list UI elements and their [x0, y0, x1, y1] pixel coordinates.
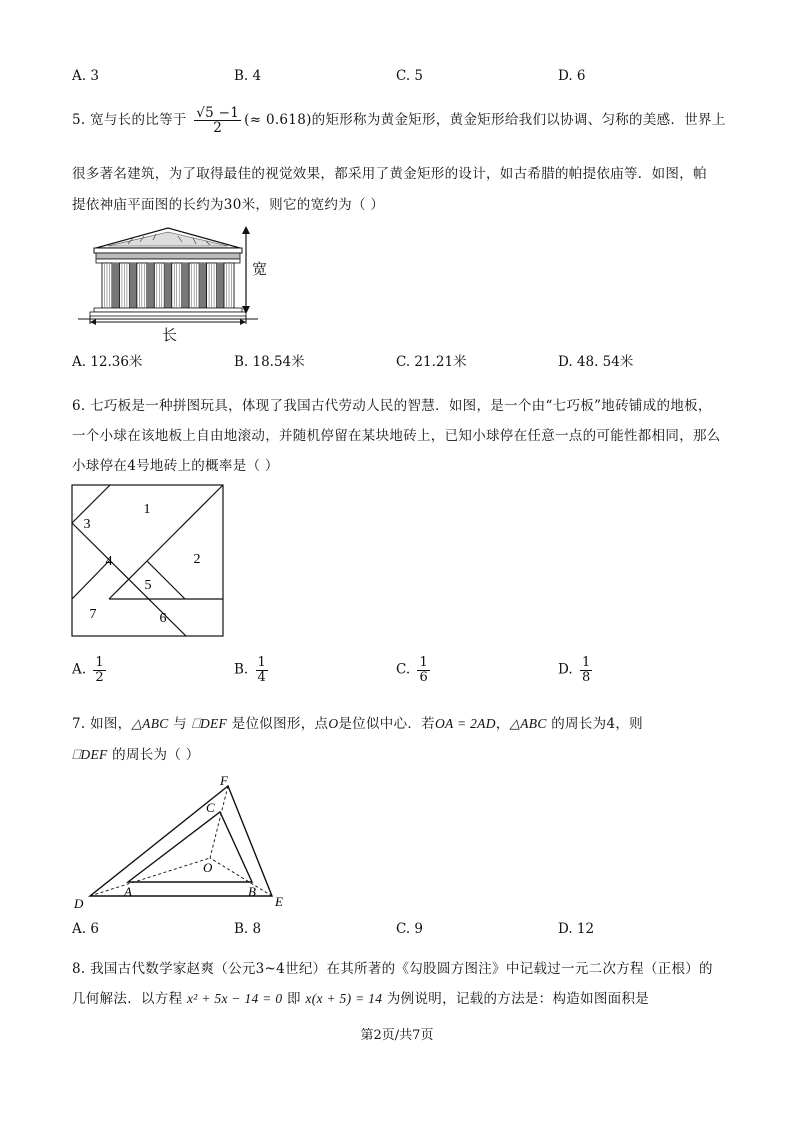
piece-label-6: 6 — [159, 611, 167, 626]
q6-line2: 一个小球在该地板上自由地滚动，并随机停留在某块地砖上，已知小球停在任意一点的可能性都相同，那么 — [72, 428, 721, 444]
q6-option-b — [234, 656, 271, 684]
q8-line2-c: 为例说明，记载的方法是：构造如图面积是 — [386, 991, 650, 1007]
column-gap-shadow — [182, 263, 189, 308]
q8-line1: 8. 我国古代数学家赵爽（公元3~4世纪）在其所著的《勾股圆方图注》中记载过一元二次方程（正根）的 — [72, 961, 713, 977]
piece-label-5: 5 — [144, 578, 152, 593]
q6-option-a-frac — [93, 656, 105, 684]
q6-line3: 小球停在4号地砖上的概率是（ ） — [72, 458, 279, 474]
piece-label-7: 7 — [89, 607, 97, 622]
q6-option-c — [396, 656, 433, 684]
q5-frac-num: √5 −1 — [196, 105, 240, 121]
frac-num: 1 — [257, 655, 266, 670]
q7-t4: ⎕DEF — [191, 716, 228, 731]
q6-option-c-letter: C. — [396, 661, 411, 678]
q7-t3: 与 — [168, 716, 192, 732]
piece-label-2: 2 — [193, 552, 201, 567]
label-F: F — [220, 773, 228, 788]
q6-option-a — [72, 656, 109, 684]
q5-fraction — [194, 106, 241, 135]
q5-line2: 很多著名建筑，为了取得最佳的视觉效果，都采用了黄金矩形的设计，如古希腊的帕提依庙等．如图，帕 — [72, 166, 707, 182]
q7-line1 — [72, 712, 643, 732]
label-A: A — [124, 884, 132, 899]
q7-t10: △ABC — [509, 716, 547, 731]
frac-den: 6 — [419, 669, 428, 685]
q5-number: 5. — [72, 112, 86, 129]
column-gap-shadow — [199, 263, 206, 308]
frac-num: 1 — [95, 655, 104, 670]
q4-option-b: B. 4 — [234, 68, 262, 84]
column-gap-shadow — [164, 263, 171, 308]
q7-option-d: D. 12 — [558, 921, 595, 937]
q6-option-d-letter: D. — [558, 661, 573, 678]
column-gap-shadow — [217, 263, 224, 308]
q8-equation-2: x(x + 5) = 14 — [305, 991, 383, 1006]
homothety-figure — [70, 772, 300, 912]
q8-line2-a: 几何解法．以方程 — [72, 991, 183, 1007]
page-footer: 第2页/共7页 — [360, 1028, 434, 1043]
label-length: 长 — [162, 326, 178, 344]
frac-num: 1 — [581, 655, 591, 670]
q7-option-c: C. 9 — [396, 921, 424, 937]
q6-option-b-frac — [256, 656, 268, 684]
label-O: O — [203, 860, 213, 875]
q7-t9: ， — [495, 716, 510, 732]
label-width: 宽 — [252, 260, 268, 278]
q4-option-a: A. 3 — [72, 68, 99, 84]
q5-frac-den: 2 — [213, 120, 223, 137]
q8-line2 — [72, 987, 649, 1007]
column-gap-shadow — [112, 263, 119, 308]
piece-label-3: 3 — [83, 517, 91, 532]
piece-label-4: 4 — [105, 554, 113, 569]
q7-t11: 的周长为4，则 — [546, 716, 643, 732]
label-B: B — [248, 884, 256, 899]
frac-num: 1 — [419, 655, 428, 670]
q6-option-a-letter: A. — [72, 661, 87, 678]
q5-option-d: D. 48. 54米 — [558, 354, 634, 370]
q4-option-d: D. 6 — [558, 68, 586, 84]
parthenon-figure — [78, 224, 278, 344]
q6-option-d — [558, 656, 595, 684]
q7-t1: 7. 如图， — [72, 716, 132, 732]
frac-den: 4 — [257, 669, 266, 685]
q5-line3: 提依神庙平面图的长约为30米，则它的宽约为（ ） — [72, 197, 385, 213]
frac-den: 8 — [581, 669, 591, 685]
q7-t2: △ABC — [131, 716, 169, 731]
q7-t7: 是位似中心．若 — [338, 716, 435, 732]
label-C: C — [206, 800, 215, 815]
label-D: D — [74, 896, 84, 911]
piece-label-1: 1 — [143, 502, 151, 517]
q6-option-c-frac — [417, 656, 429, 684]
q5-approx: (≈ 0.618) — [244, 112, 312, 129]
q8-line2-b: 即 — [287, 991, 301, 1007]
q5-suffix: 的矩形称为黄金矩形，黄金矩形给我们以协调、匀称的美感．世界上 — [311, 112, 726, 129]
q7-t5: 是位似图形，点 — [227, 716, 329, 732]
q5-prefix: 宽与长的比等于 — [90, 112, 187, 129]
q7-t6: O — [328, 716, 339, 731]
label-E: E — [275, 894, 283, 909]
q7-t8: OA = 2AD — [434, 716, 496, 731]
q5-option-a: A. 12.36米 — [72, 354, 143, 370]
q6-option-b-letter: B. — [234, 661, 249, 678]
column-gap-shadow — [147, 263, 154, 308]
q7-line2-b: 的周长为（ ） — [107, 747, 200, 763]
q6-line1: 6. 七巧板是一种拼图玩具，体现了我国古代劳动人民的智慧．如图，是一个由“七巧板”地砖铺成的地板， — [72, 398, 712, 414]
q7-line2 — [72, 743, 200, 763]
q5-option-c: C. 21.21米 — [396, 354, 467, 370]
q7-option-b: B. 8 — [234, 921, 262, 937]
q5-option-b: B. 18.54米 — [234, 354, 305, 370]
column-gap-shadow — [129, 263, 136, 308]
frac-den: 2 — [95, 669, 104, 685]
q4-option-c: C. 5 — [396, 68, 424, 84]
q7-option-a: A. 6 — [72, 921, 99, 937]
tangram-figure — [71, 484, 225, 638]
q8-equation-1: x² + 5x − 14 = 0 — [187, 991, 283, 1006]
q6-option-d-frac — [580, 656, 592, 684]
q5-line1 — [72, 106, 726, 135]
q7-line2-a: ⎕DEF — [72, 747, 108, 762]
